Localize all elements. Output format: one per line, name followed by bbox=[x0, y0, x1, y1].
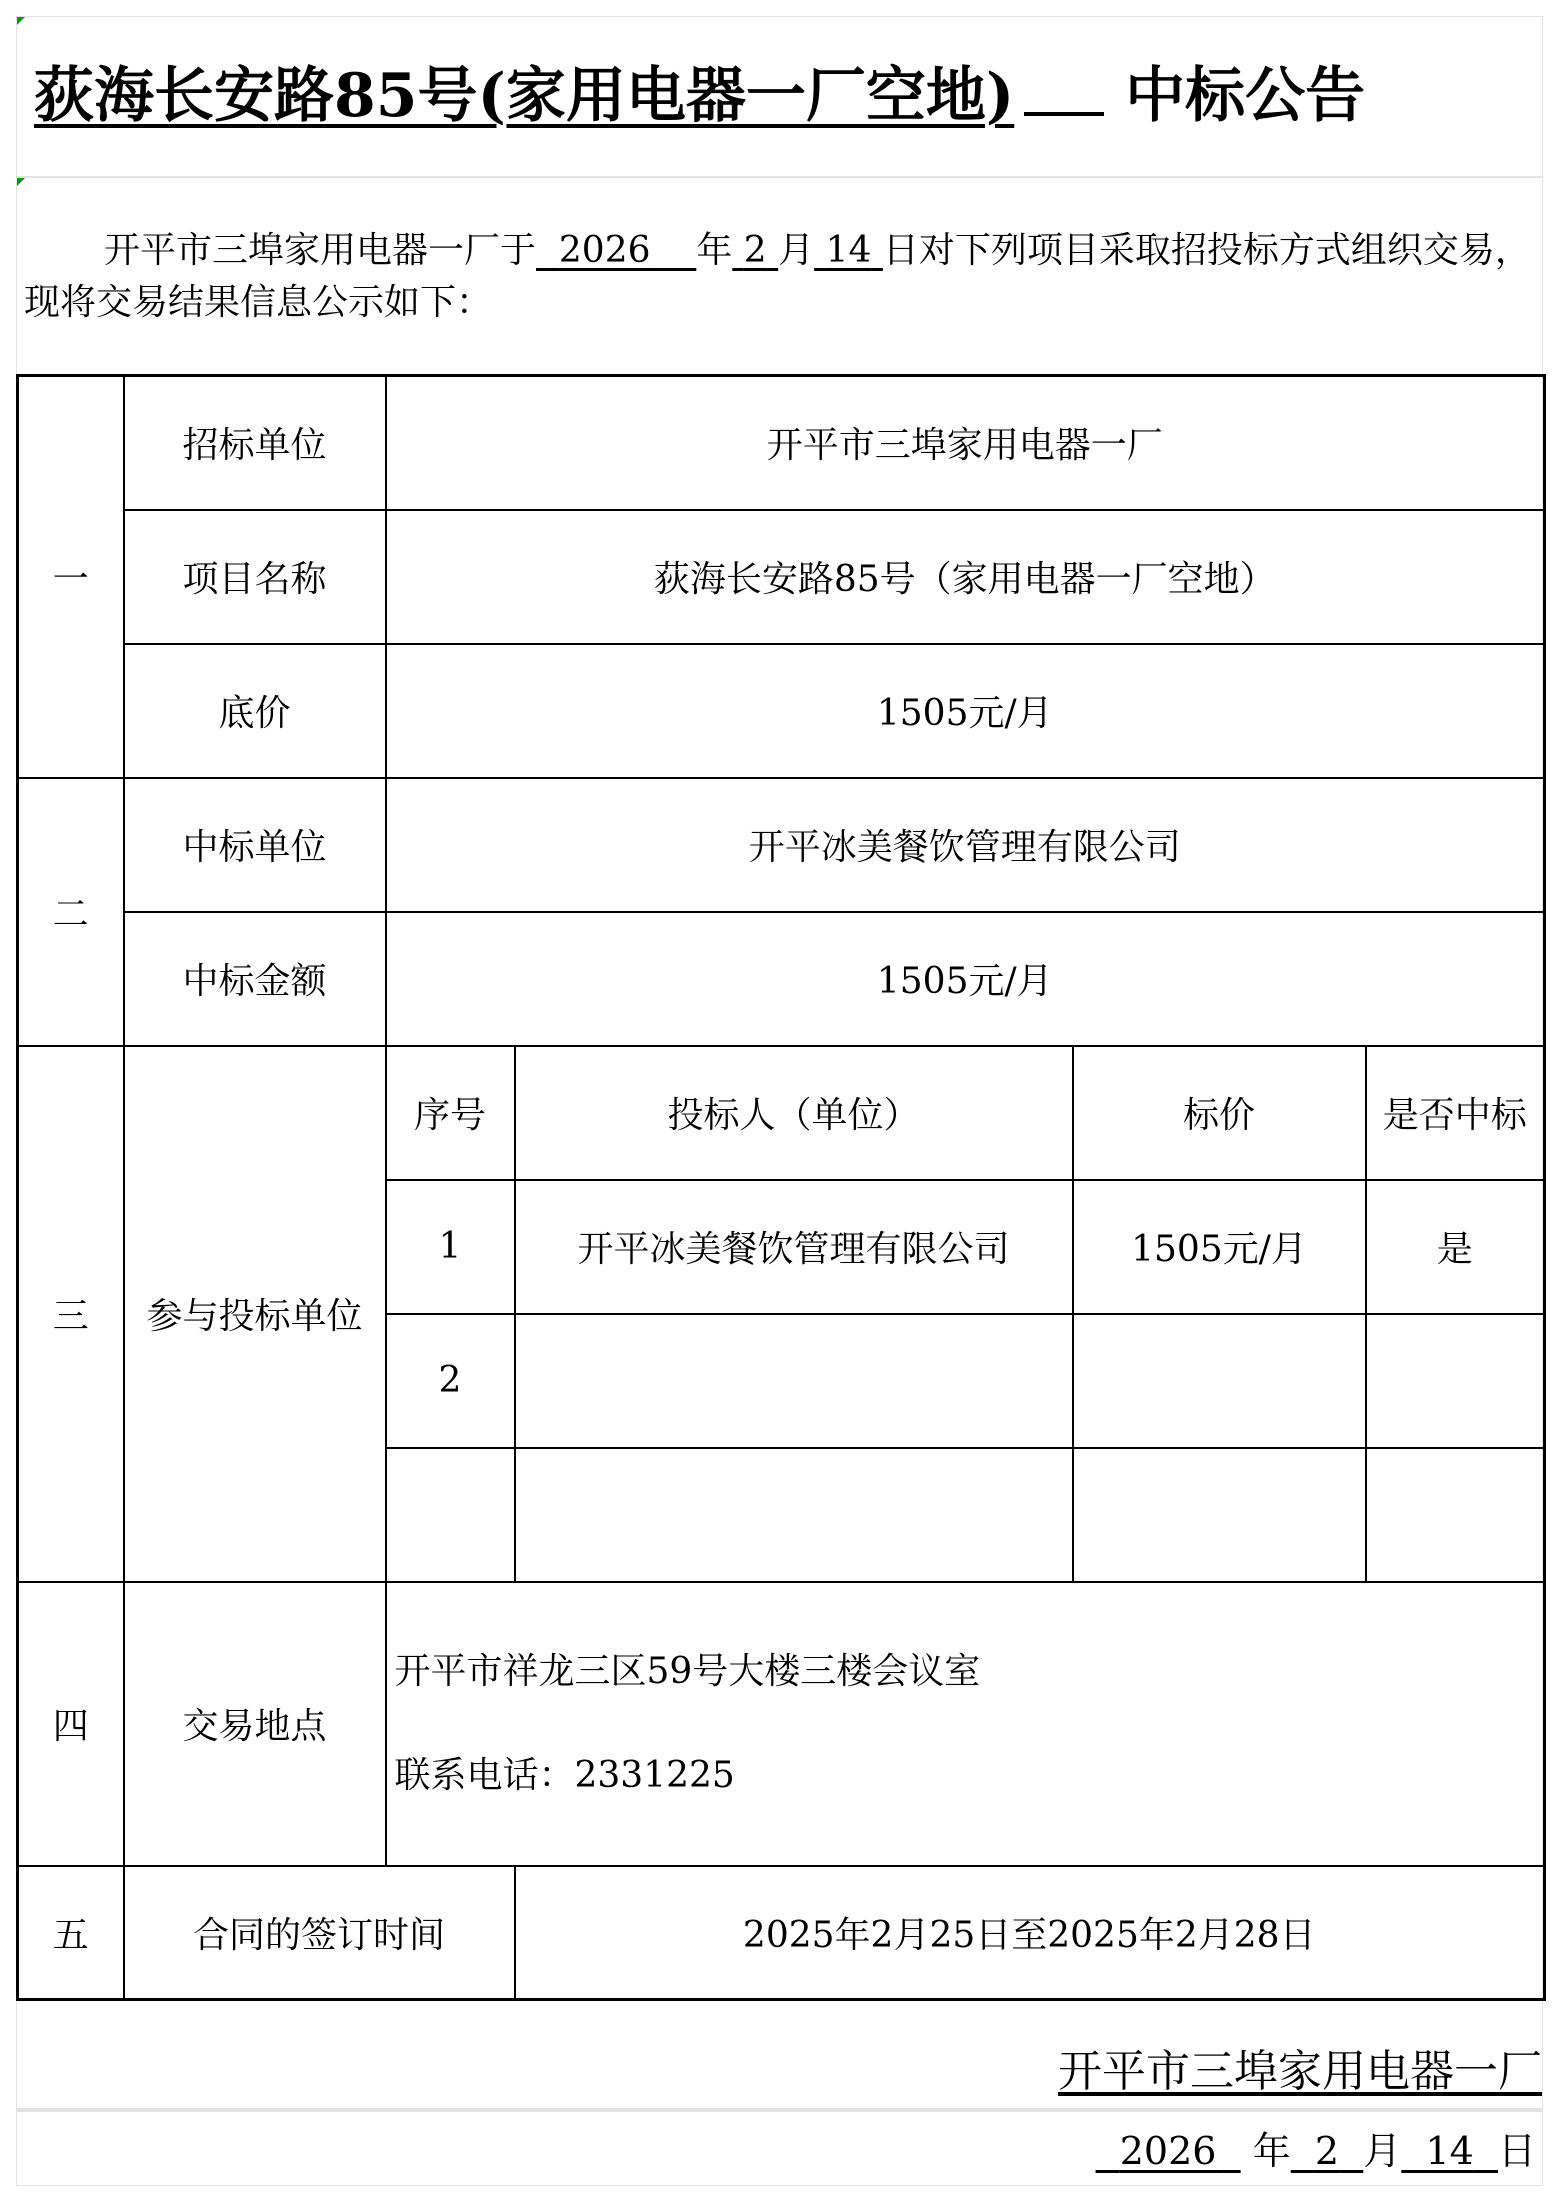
bidder-header-row bbox=[18, 1046, 1545, 1180]
text: 年 bbox=[696, 230, 733, 271]
section-number: 二 bbox=[18, 778, 124, 1046]
table-cell bbox=[1073, 1314, 1366, 1448]
table-cell: 1505元/月 bbox=[1073, 1180, 1366, 1314]
text: 月 bbox=[1363, 2129, 1402, 2173]
text: 日 bbox=[1497, 2129, 1536, 2173]
text bbox=[814, 230, 883, 271]
page-title bbox=[24, 48, 1365, 134]
column-header: 投标人（单位） bbox=[515, 1046, 1073, 1180]
text: 2026 bbox=[558, 230, 651, 271]
footer-date bbox=[1096, 2120, 1536, 2175]
column-header: 是否中标 bbox=[1366, 1046, 1545, 1180]
table-cell: 1 bbox=[386, 1180, 515, 1314]
row-value: 2025年2月25日至2025年2月28日 bbox=[515, 1866, 1545, 2000]
text bbox=[1024, 111, 1104, 116]
table-cell bbox=[386, 1448, 515, 1582]
row-label: 底价 bbox=[124, 644, 386, 778]
divider bbox=[16, 2108, 1543, 2112]
text bbox=[536, 230, 696, 271]
signer: 开平市三埠家用电器一厂 bbox=[1058, 2046, 1542, 2097]
text: 开平市三埠家用电器一厂于 bbox=[104, 230, 537, 271]
row-value: 开平市三埠家用电器一厂 bbox=[386, 376, 1545, 510]
row-label: 合同的签订时间 bbox=[124, 1866, 515, 2000]
location-cell bbox=[386, 1582, 1545, 1866]
column-header: 标价 bbox=[1073, 1046, 1366, 1180]
text: 14 bbox=[1425, 2129, 1474, 2173]
table-row bbox=[18, 912, 1545, 1046]
section-number: 五 bbox=[18, 1866, 124, 2000]
text: 14 bbox=[825, 230, 872, 271]
text: 2 bbox=[743, 230, 767, 271]
table-row bbox=[18, 1582, 1545, 1866]
phone: 联系电话：2331225 bbox=[394, 1754, 735, 1796]
text: 月 bbox=[778, 230, 815, 271]
title-suffix: 中标公告 bbox=[1125, 61, 1366, 131]
table-cell bbox=[1366, 1448, 1545, 1582]
section-number: 四 bbox=[18, 1582, 124, 1866]
text bbox=[1291, 2129, 1364, 2173]
address: 开平市祥龙三区59号大楼三楼会议室 bbox=[394, 1650, 981, 1692]
text: 2 bbox=[1314, 2129, 1340, 2173]
table-cell: 2 bbox=[386, 1314, 515, 1448]
table-cell bbox=[515, 1448, 1073, 1582]
table-row bbox=[18, 1866, 1545, 2000]
text: 年 bbox=[1252, 2129, 1291, 2173]
row-label: 参与投标单位 bbox=[124, 1046, 386, 1582]
row-label: 项目名称 bbox=[124, 510, 386, 644]
row-label: 招标单位 bbox=[124, 376, 386, 510]
table-cell bbox=[1366, 1314, 1545, 1448]
table-row bbox=[18, 778, 1545, 912]
result-table bbox=[16, 374, 1546, 2001]
table-cell: 是 bbox=[1366, 1180, 1545, 1314]
column-header: 序号 bbox=[386, 1046, 515, 1180]
row-label: 中标单位 bbox=[124, 778, 386, 912]
cell-comment-marker bbox=[17, 178, 25, 186]
row-label: 交易地点 bbox=[124, 1582, 386, 1866]
title-project: 荻海长安路85号(家用电器一厂空地) bbox=[34, 61, 1015, 131]
text: 日对下列项目采取招投标方式组织交易，现将交易结果信息公示如下： bbox=[24, 230, 1531, 323]
row-value: 荻海长安路85号（家用电器一厂空地） bbox=[386, 510, 1545, 644]
table-cell: 开平冰美餐饮管理有限公司 bbox=[515, 1180, 1073, 1314]
text bbox=[1096, 2129, 1241, 2173]
table-row bbox=[18, 644, 1545, 778]
section-number: 三 bbox=[18, 1046, 124, 1582]
table-cell bbox=[1073, 1448, 1366, 1582]
row-value: 1505元/月 bbox=[386, 912, 1545, 1046]
table-row bbox=[18, 376, 1545, 510]
intro-paragraph bbox=[24, 225, 1536, 329]
text: 2026 bbox=[1119, 2129, 1217, 2173]
text bbox=[732, 230, 778, 271]
row-label: 中标金额 bbox=[124, 912, 386, 1046]
table-cell bbox=[515, 1314, 1073, 1448]
text bbox=[1401, 2129, 1498, 2173]
section-number: 一 bbox=[18, 376, 124, 778]
cell-comment-marker bbox=[17, 17, 25, 25]
table-row bbox=[18, 510, 1545, 644]
row-value: 开平冰美餐饮管理有限公司 bbox=[386, 778, 1545, 912]
row-value: 1505元/月 bbox=[386, 644, 1545, 778]
